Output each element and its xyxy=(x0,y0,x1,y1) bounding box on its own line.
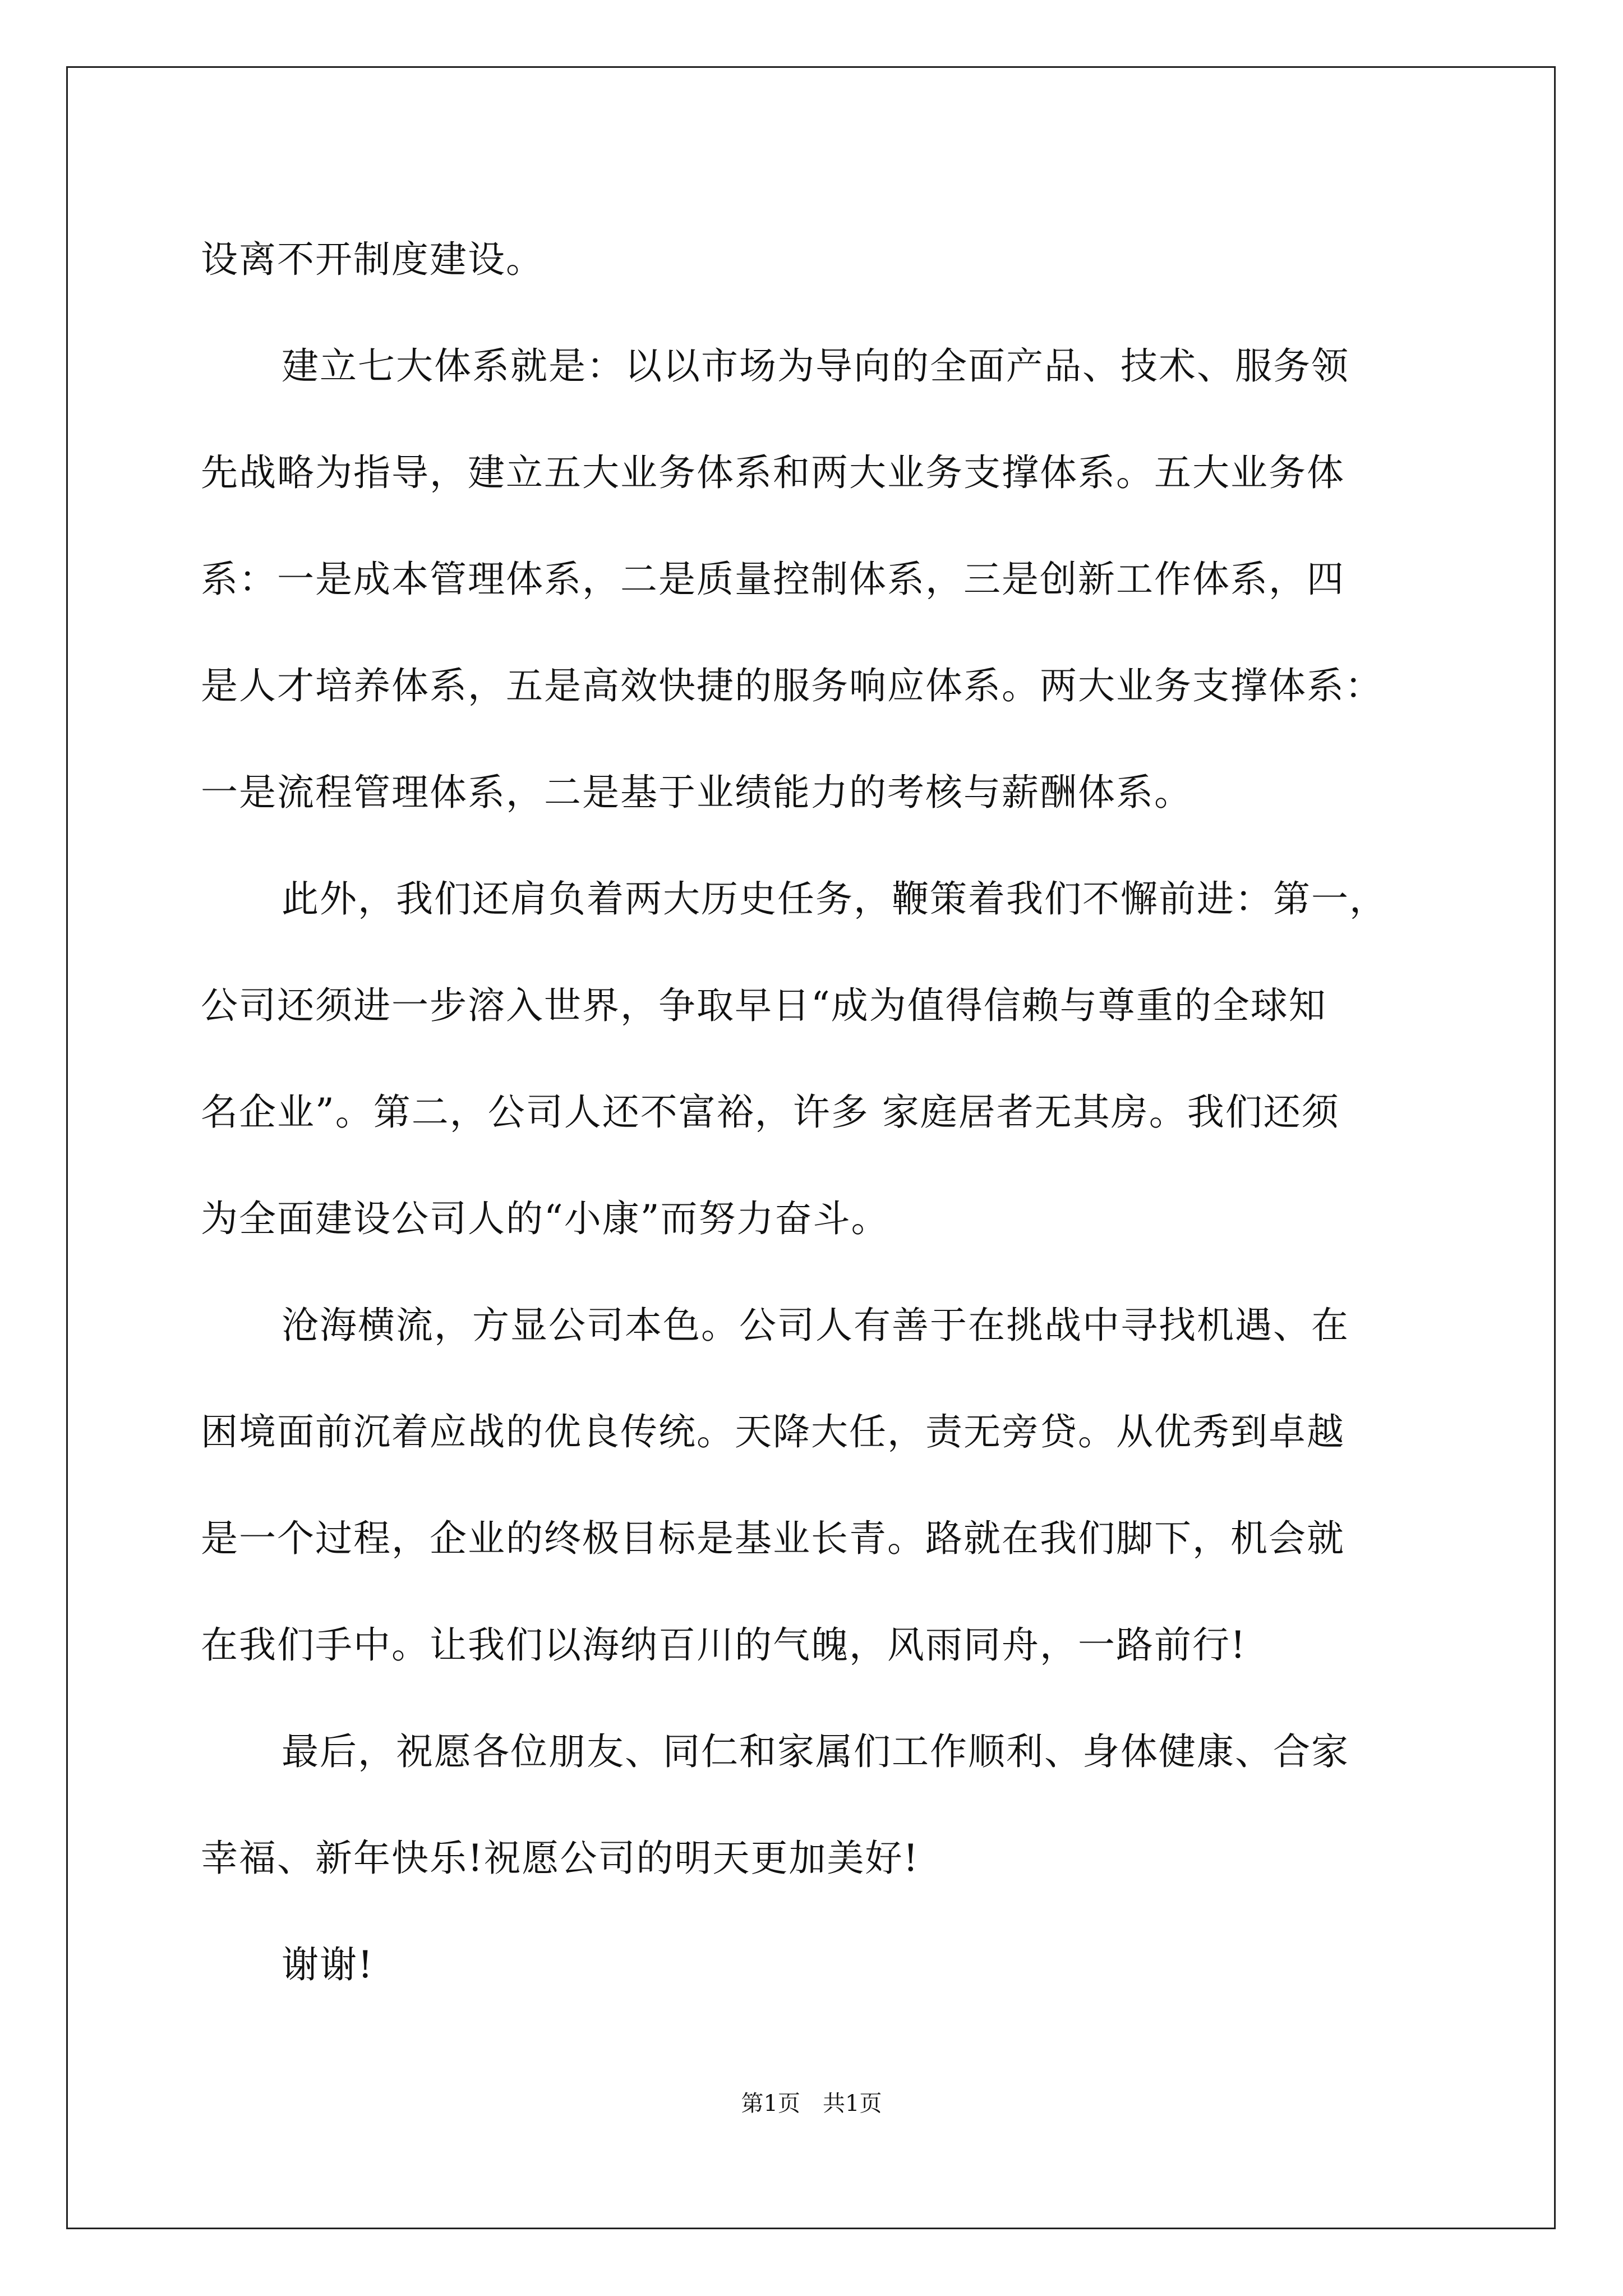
paragraph-6-line-1: 谢谢! xyxy=(282,1943,374,1986)
paragraph-2-line-4: 是人才培养体系，五是高效快捷的服务响应体系。两大业务支撑体系： xyxy=(201,664,1383,707)
paragraph-3-line-3: 名企业”。第二，公司人还不富裕，许多 家庭居者无其房。我们还须 xyxy=(201,1091,1340,1134)
paragraph-2-line-5: 一是流程管理体系，二是基于业绩能力的考核与薪酬体系。 xyxy=(201,771,1192,814)
paragraph-2-line-3: 系：一是成本管理体系，二是质量控制体系，三是创新工作体系，四 xyxy=(201,558,1345,601)
page-number-footer: 第1页 共1页 xyxy=(741,2091,882,2116)
paragraph-1-line-1: 设离不开制度建设。 xyxy=(201,238,544,281)
paragraph-4-line-2: 困境面前沉着应战的优良传统。天降大任，责无旁贷。从优秀到卓越 xyxy=(201,1410,1345,1453)
paragraph-4-line-4: 在我们手中。让我们以海纳百川的气魄，风雨同舟，一路前行! xyxy=(201,1623,1247,1667)
paragraph-4-line-1: 沧海横流，方显公司本色。公司人有善于在挑战中寻找机遇、在 xyxy=(282,1304,1349,1347)
document-body xyxy=(201,206,1446,2018)
paragraph-5-line-1: 最后，祝愿各位朋友、同仁和家属们工作顺利、身体健康、合家 xyxy=(282,1730,1349,1773)
paragraph-4-line-3: 是一个过程，企业的终极目标是基业长青。路就在我们脚下，机会就 xyxy=(201,1517,1345,1560)
paragraph-2-line-2: 先战略为指导，建立五大业务体系和两大业务支撑体系。五大业务体 xyxy=(201,451,1345,494)
paragraph-3-line-2: 公司还须进一步溶入世界，争取早日“成为值得信赖与尊重的全球知 xyxy=(201,984,1327,1027)
paragraph-3-line-1: 此外，我们还肩负着两大历史任务，鞭策着我们不懈前进：第一， xyxy=(282,877,1387,921)
paragraph-3-line-4: 为全面建设公司人的“小康”而努力奋斗。 xyxy=(201,1197,889,1240)
paragraph-2-line-1: 建立七大体系就是：以以市场为导向的全面产品、技术、服务领 xyxy=(282,344,1349,388)
paragraph-5-line-2: 幸福、新年快乐!祝愿公司的明天更加美好! xyxy=(201,1837,920,1880)
